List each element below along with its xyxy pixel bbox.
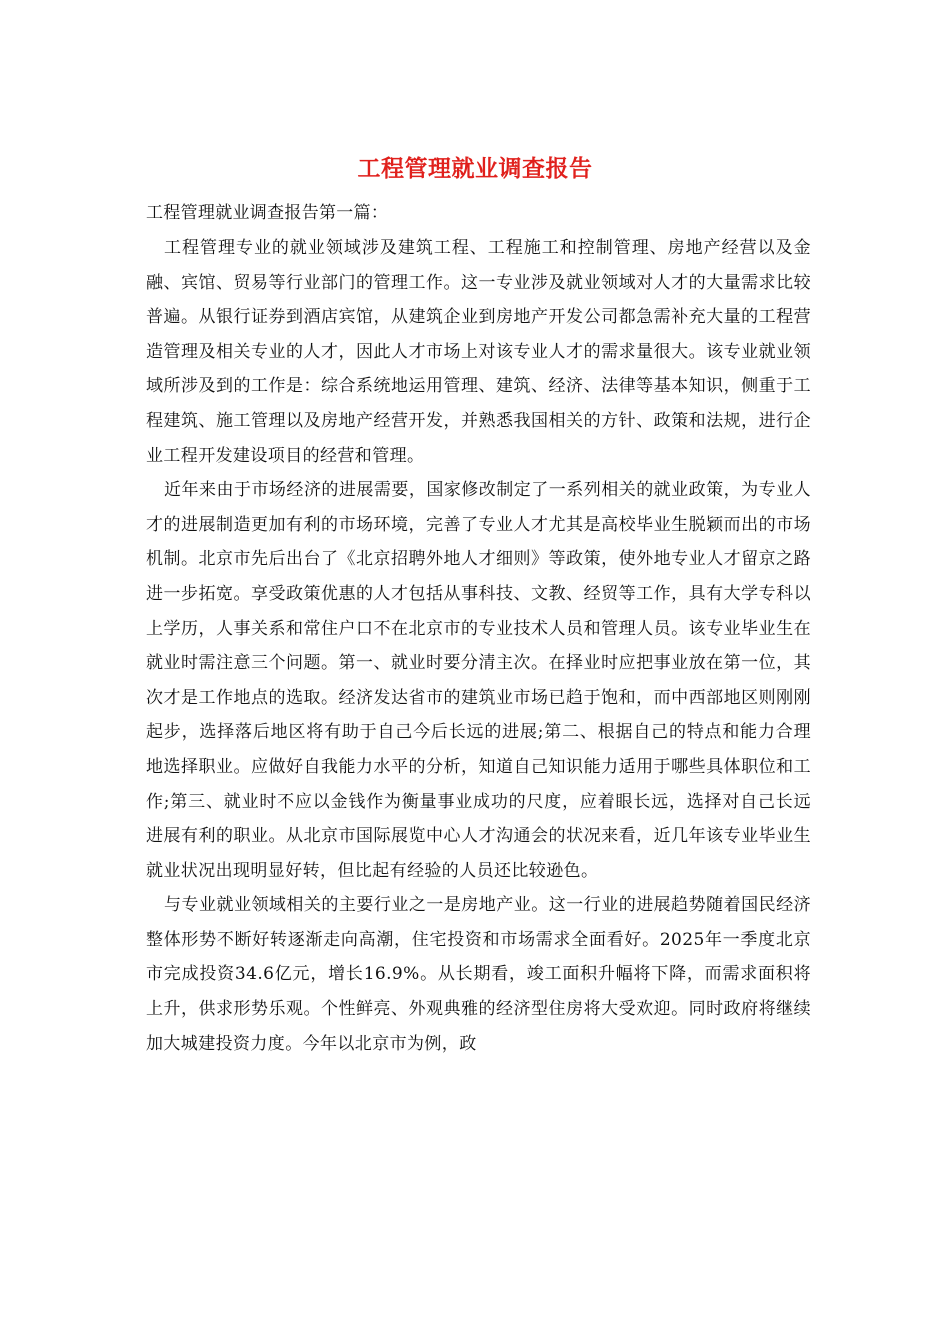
paragraph-3: 与专业就业领域相关的主要行业之一是房地产业。这一行业的进展趋势随着国民经济整体形势不断好转逐渐走向高潮，住宅投资和市场需求全面看好。2025年一季度北京市完成投资34.6亿元，增长16.9%。从长期看，竣工面积升幅将下降，而需求面积将上升，供求形势乐观。个性鲜亮、外观典雅的经济型住房将大受欢迎。同时政府将继续加大城建投资力度。今年以北京市为例，政 xyxy=(146,895,811,1054)
paragraph-2: 近年来由于市场经济的进展需要，国家修改制定了一系列相关的就业政策，为专业人才的进展制造更加有利的市场环境，完善了专业人才尤其是高校毕业生脱颖而出的市场机制。北京市先后出台了《北京招聘外地人才细则》等政策，使外地专业人才留京之路进一步拓宽。享受政策优惠的人才包括从事科技、文教、经贸等工作，具有大学专科以上学历，人事关系和常住户口不在北京市的专业技术人员和管理人员。该专业毕业生在就业时需注意三个问题。第一、就业时要分清主次。在择业时应把事业放在第一位，其次才是工作地点的选取。经济发达省市的建筑业市场已趋于饱和，而中西部地区则刚刚起步，选择落后地区将有助于自己今后长远的进展;第二、根据自己的特点和能力合理地选择职业。应做好自我能力水平的分析，知道自己知识能力适用于哪些具体职位和工作;第三、就业时不应以金钱作为衡量事业成功的尺度，应着眼长远，选择对自己长远进展有利的职业。从北京市国际展览中心人才沟通会的状况来看，近几年该专业毕业生就业状况出现明显好转，但比起有经验的人员还比较逊色。 xyxy=(146,480,811,881)
paragraph-1: 工程管理专业的就业领域涉及建筑工程、工程施工和控制管理、房地产经营以及金融、宾馆、贸易等行业部门的管理工作。这一专业涉及就业领域对人才的大量需求比较普遍。从银行证券到酒店宾馆，从建筑企业到房地产开发公司都急需补充大量的工程营造管理及相关专业的人才，因此人才市场上对该专业人才的需求量很大。该专业就业领域所涉及到的工作是：综合系统地运用管理、建筑、经济、法律等基本知识，侧重于工程建筑、施工管理以及房地产经营开发，并熟悉我国相关的方针、政策和法规，进行企业工程开发建设项目的经营和管理。 xyxy=(146,238,811,466)
body-text xyxy=(146,231,811,1061)
section-heading: 工程管理就业调查报告第一篇： xyxy=(146,203,389,223)
document-title: 工程管理就业调查报告 xyxy=(357,155,593,182)
